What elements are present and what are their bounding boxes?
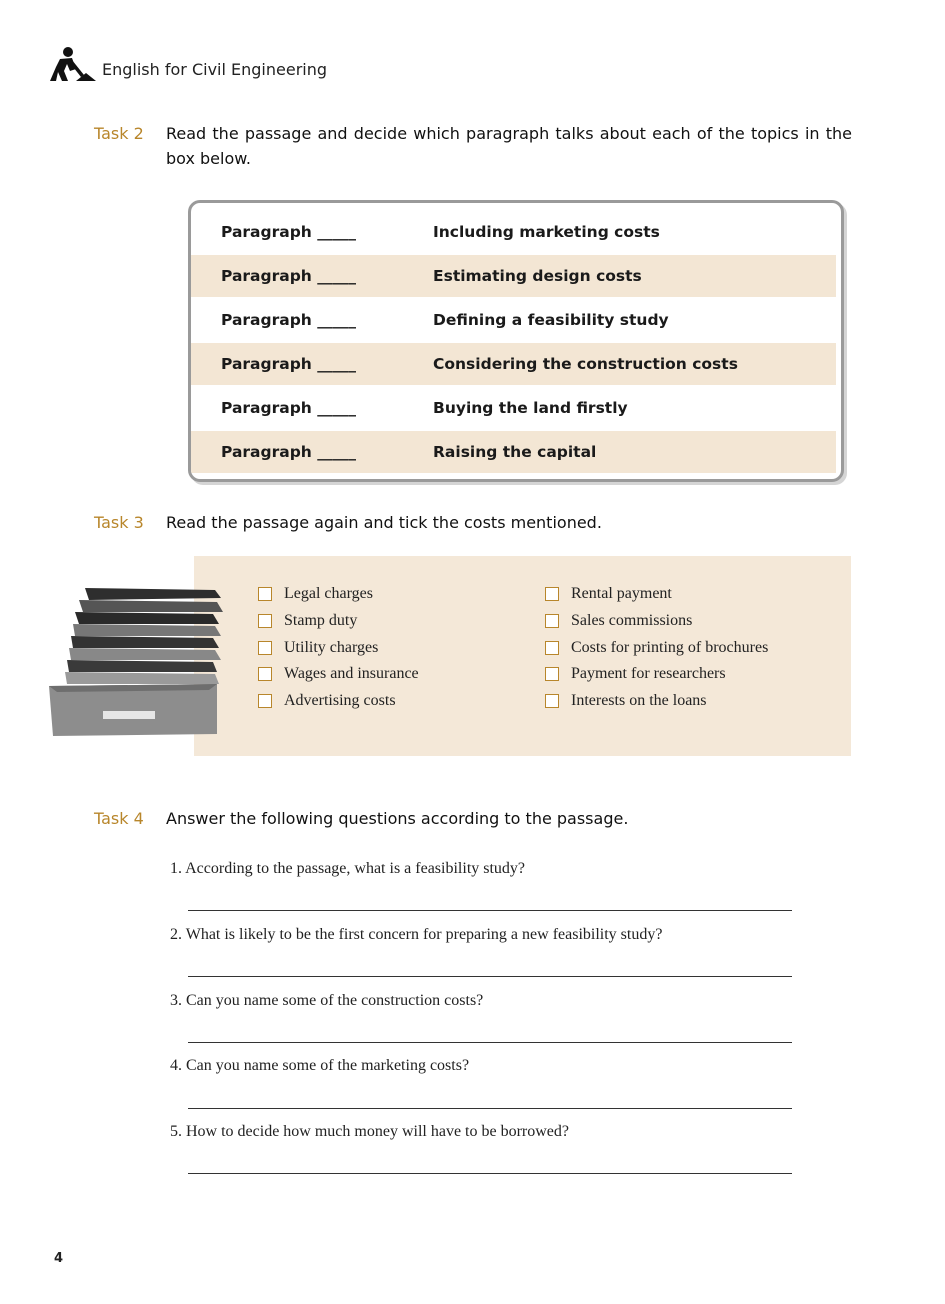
paragraph-blank[interactable]: Paragraph _____ [221,443,356,461]
cost-label: Costs for printing of brochures [571,639,769,656]
topic-text: Defining a feasibility study [433,311,669,329]
task2-label: Task 2 [94,124,144,143]
topic-row [191,211,836,253]
question: 2. What is likely to be the first concern for preparing a new feasibility study? [170,926,663,943]
task2-heading [94,121,852,173]
cost-label: Sales commissions [571,612,693,629]
topic-text: Buying the land firstly [433,399,628,417]
worker-digging-icon [46,45,96,83]
checkbox[interactable] [258,694,272,708]
task2-topic-box [188,200,844,482]
task3-label: Task 3 [94,513,144,532]
cost-label: Wages and insurance [284,665,419,682]
question: 5. How to decide how much money will have to be borrowed? [170,1123,570,1140]
topic-text: Considering the construction costs [433,355,738,373]
page-number: 4 [54,1251,64,1266]
answer-line[interactable] [188,1108,792,1109]
task3-heading [94,510,794,536]
cost-checkbox-item[interactable] [258,692,396,710]
cost-checkbox-item[interactable] [258,585,373,603]
paragraph-blank[interactable]: Paragraph _____ [221,311,356,329]
cost-label: Interests on the loans [571,692,707,709]
topic-row [191,299,836,341]
checkbox[interactable] [258,587,272,601]
checkbox[interactable] [545,667,559,681]
task4-label: Task 4 [94,809,144,828]
answer-line[interactable] [188,976,792,977]
checkbox[interactable] [545,587,559,601]
paragraph-blank[interactable]: Paragraph _____ [221,355,356,373]
cost-checkbox-item[interactable] [545,692,707,710]
checkbox[interactable] [258,614,272,628]
topic-row [191,387,836,429]
cost-checkbox-item[interactable] [545,665,726,683]
cost-label: Advertising costs [284,692,396,709]
answer-line[interactable] [188,1173,792,1174]
checkbox[interactable] [545,641,559,655]
question: 1. According to the passage, what is a feasibility study? [170,860,526,877]
cost-checkbox-item[interactable] [258,612,357,630]
cost-checkbox-item[interactable] [545,585,672,603]
book-title: English for Civil Engineering [102,59,328,79]
topic-row [191,255,836,297]
cost-checkbox-item[interactable] [258,639,378,657]
topic-text: Raising the capital [433,443,597,461]
paragraph-blank[interactable]: Paragraph _____ [221,399,356,417]
cost-label: Payment for researchers [571,665,726,682]
topic-row [191,431,836,473]
cost-label: Rental payment [571,585,672,602]
question: 3. Can you name some of the construction costs? [170,992,484,1009]
checkbox[interactable] [258,641,272,655]
topic-row [191,343,836,385]
answer-line[interactable] [188,910,792,911]
page-header [46,44,327,84]
checkbox[interactable] [545,694,559,708]
cost-checkbox-item[interactable] [545,639,768,657]
topic-text: Including marketing costs [433,223,660,241]
topic-text: Estimating design costs [433,267,642,285]
checkbox[interactable] [545,614,559,628]
cost-checkbox-item[interactable] [258,665,419,683]
task4-heading [94,806,794,832]
answer-line[interactable] [188,1042,792,1043]
question: 4. Can you name some of the marketing costs? [170,1057,470,1074]
cost-label: Legal charges [284,585,373,602]
task4-instruction: Answer the following questions according to the passage. [166,809,629,828]
checkbox[interactable] [258,667,272,681]
cost-checkbox-item[interactable] [545,612,692,630]
paragraph-blank[interactable]: Paragraph _____ [221,223,356,241]
task2-instruction: Read the passage and decide which paragraph talks about each of the topics in the box below. [166,124,852,168]
paragraph-blank[interactable]: Paragraph _____ [221,267,356,285]
cost-label: Stamp duty [284,612,358,629]
paper-tray-icon [45,578,225,738]
cost-label: Utility charges [284,639,379,656]
task3-instruction: Read the passage again and tick the costs mentioned. [166,513,602,532]
